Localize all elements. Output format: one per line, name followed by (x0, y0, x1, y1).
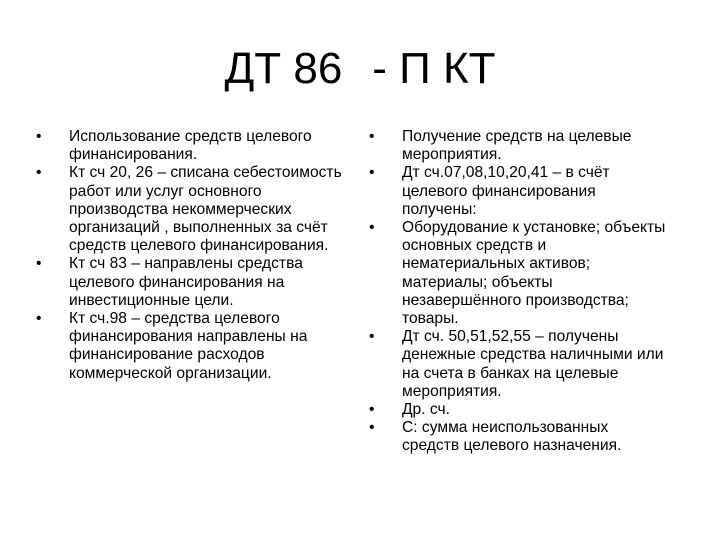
left-item-1 (36, 128, 354, 164)
left-item-2-text: Кт сч 20, 26 – списана себестоимость работ или услуг основного производства некоммерческих организаций , выполненных за счёт средств целевого финансирования. (69, 164, 342, 255)
left-item-3 (36, 255, 354, 310)
slide-title (0, 42, 720, 96)
right-item-4-text: Дт сч. 50,51,52,55 – получены денежные средства наличными или на счета в банках на целевые мероприятия. (402, 328, 664, 400)
right-item-4 (369, 328, 669, 401)
bullet-icon: • (36, 128, 42, 145)
bullet-icon: • (369, 219, 375, 237)
bullet-icon: • (369, 401, 375, 419)
left-column-list (36, 128, 354, 383)
right-item-1 (369, 128, 669, 164)
left-item-3-text: Кт сч 83 – направлены средства целевого финансирования на инвестиционные цели. (69, 255, 303, 309)
right-item-5 (369, 401, 669, 419)
left-item-2 (36, 164, 354, 255)
bullet-icon: • (36, 255, 42, 273)
left-item-4-text: Кт сч.98 – средства целевого финансирования направлены на финансирование расходов коммерческой организации. (69, 310, 308, 382)
right-item-5-text: Др. сч. (402, 401, 450, 419)
right-item-3-text: Оборудование к установке; объекты основных средств и нематериальных активов; материалы; объекты незавершённого производства; товары. (402, 219, 666, 328)
left-item-1-text: Использование средств целевого финансирования. (69, 128, 312, 164)
right-item-2-text: Дт сч.07,08,10,20,41 – в счёт целевого финансирования получены: (402, 164, 610, 218)
title-right: - П КТ (372, 44, 496, 93)
right-item-2 (369, 164, 669, 219)
bullet-icon: • (369, 328, 375, 346)
bullet-icon: • (36, 310, 42, 328)
bullet-icon: • (369, 419, 375, 437)
right-item-6 (369, 419, 669, 455)
right-item-1-text: Получение средств на целевые мероприятия. (402, 128, 632, 164)
right-item-3 (369, 219, 669, 328)
title-left: ДТ 86 (224, 44, 343, 93)
bullet-icon: • (369, 164, 375, 182)
bullet-icon: • (36, 164, 42, 182)
right-item-6-text: С: сумма неиспользованных средств целевого назначения. (402, 419, 622, 455)
bullet-icon: • (369, 128, 375, 145)
left-item-4 (36, 310, 354, 383)
right-column-list (369, 128, 669, 456)
